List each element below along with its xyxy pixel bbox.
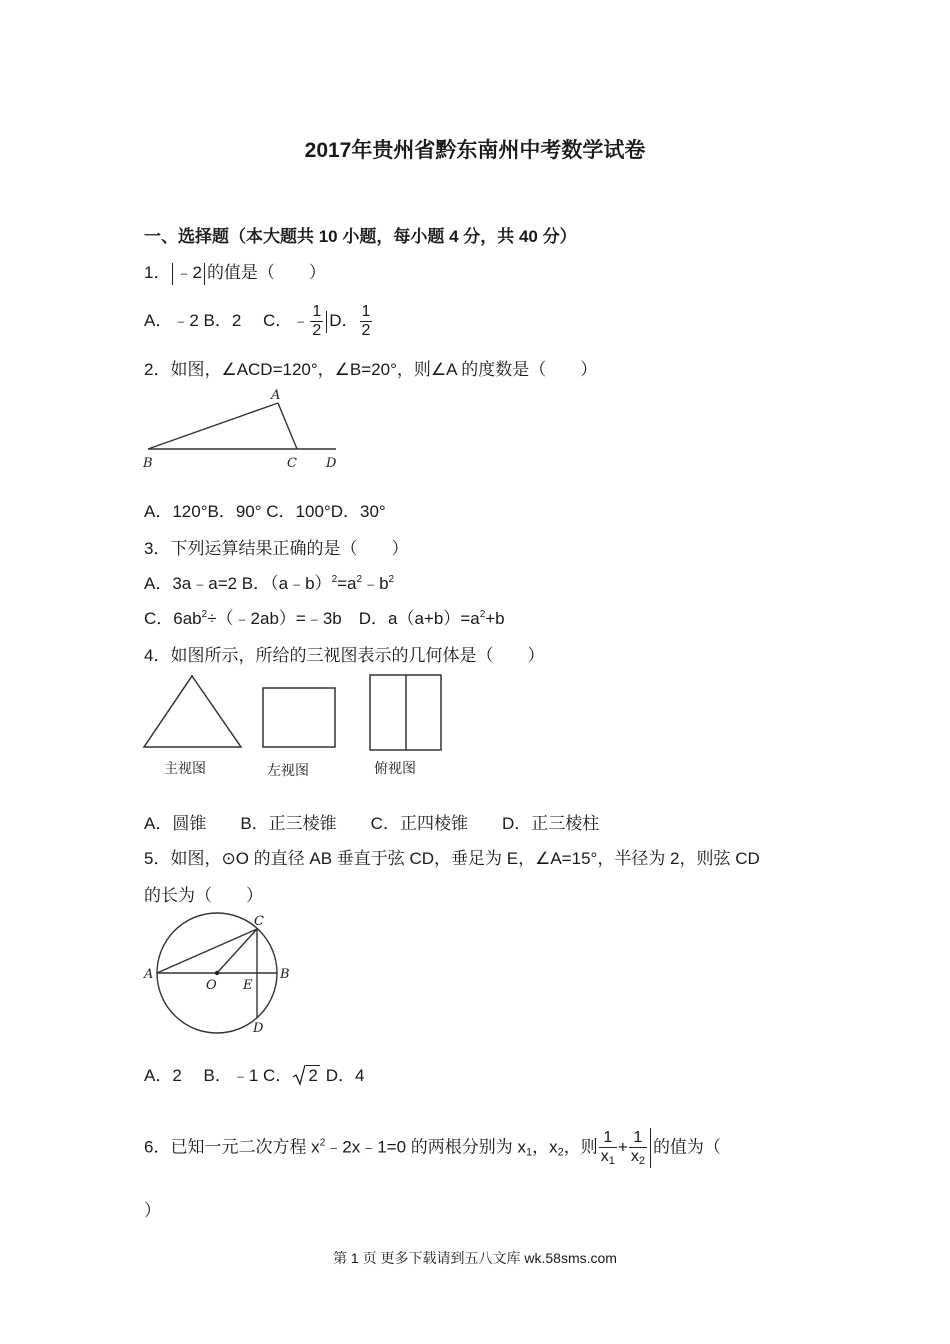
center-point (215, 971, 219, 975)
plus-sign: + (617, 1137, 628, 1157)
frac-num: 1 (361, 303, 371, 320)
question-3-options-cd (144, 604, 505, 629)
left-view-rectangle (263, 688, 335, 747)
subscript: 1 (526, 1146, 533, 1159)
sqrt-symbol (292, 1066, 319, 1086)
q1-suffix: 的值是（ ） (206, 263, 326, 282)
frac-num: 1 (629, 1130, 647, 1148)
label-a: A (144, 967, 154, 982)
frac-num: 1 (599, 1130, 617, 1148)
question-6-line2: ） (144, 1201, 161, 1220)
subscript: 1 (608, 1154, 615, 1167)
q1-options-abc: A．﹣2 B．2 C．﹣ (144, 310, 310, 330)
question-1 (144, 258, 326, 285)
superscript: 2 (356, 574, 363, 585)
q6-part: ，则 (563, 1137, 598, 1157)
frac-den-var: x (630, 1147, 639, 1165)
frac-den (599, 1148, 617, 1167)
frac-den: 2 (361, 322, 371, 339)
page-title: 2017年贵州省黔东南州中考数学试卷 (304, 139, 646, 162)
page-footer: 第 1 页 更多下载请到五八文库 wk.58sms.com (333, 1250, 617, 1266)
question-2: 2．如图，∠ACD=120°，∠B=20°，则∠A 的度数是（ ） (144, 360, 598, 379)
label-b: B (280, 967, 290, 982)
question-4-options: A．圆锥 B．正三棱锥 C．正四棱锥 D．正三棱柱 (144, 814, 600, 833)
q6-part: 6．已知一元二次方程 x (144, 1137, 320, 1157)
fraction-d (360, 304, 373, 339)
q6-part: ﹣2x﹣1=0 的两根分别为 x (325, 1137, 526, 1157)
label-d: D (326, 456, 337, 471)
frac-den-var: x (600, 1147, 609, 1165)
radical-sign (292, 1064, 306, 1086)
frac-num: 1 (312, 303, 322, 320)
q1-abs-value: ﹣2 (175, 263, 202, 282)
question-1-options (144, 304, 373, 339)
fraction-1-over-x2 (629, 1130, 647, 1167)
segment-ac (157, 929, 257, 973)
q1-prefix: 1． (144, 263, 171, 282)
left-view-label: 左视图 (267, 762, 309, 778)
q1-option-d: D． (329, 310, 359, 330)
radius-oc (217, 929, 257, 973)
label-c: C (254, 914, 264, 929)
superscript: 2 (319, 1137, 326, 1149)
q3-ab-part: ﹣b (362, 574, 389, 593)
label-a: A (271, 388, 281, 403)
question-5: 5．如图，⊙O 的直径 AB 垂直于弦 CD，垂足为 E，∠A=15°，半径为 2，则弦 CD (144, 849, 760, 868)
circle-figure (140, 910, 300, 1038)
label-c: C (287, 456, 297, 471)
q5-options-abc: A．2 B．﹣1 C． (144, 1066, 293, 1085)
question-5-line2: 的长为（ ） (144, 886, 263, 905)
section-heading: 一、选择题（本大题共 10 小题，每小题 4 分，共 40 分） (144, 227, 577, 246)
segment-ac (278, 403, 297, 449)
q3-cd-part: C．6ab (144, 609, 202, 628)
fraction-1-over-x1 (599, 1130, 617, 1167)
q3-ab-part: A．3a﹣a=2 B．（a﹣b） (144, 574, 332, 593)
q5-option-d: D．4 (325, 1066, 365, 1085)
label-d: D (253, 1021, 264, 1036)
superscript: 2 (331, 574, 338, 585)
q3-cd-part: +b (485, 609, 505, 628)
question-6 (144, 1128, 721, 1168)
fraction-bar (326, 311, 327, 333)
segment-ba (148, 403, 278, 449)
label-o: O (206, 978, 217, 993)
superscript: 2 (201, 609, 208, 620)
frac-den (629, 1148, 647, 1167)
question-5-options (144, 1061, 365, 1086)
q6-part: ，x (532, 1137, 558, 1157)
fraction-bar (650, 1128, 651, 1168)
abs-bar-left (172, 263, 173, 285)
question-2-options: A．120°B．90° C．100°D．30° (144, 502, 386, 521)
top-view-label: 俯视图 (374, 760, 416, 776)
front-view-label: 主视图 (164, 760, 206, 776)
front-view-triangle (144, 676, 241, 747)
label-e: E (243, 978, 253, 993)
subscript: 2 (557, 1146, 564, 1159)
q3-ab-part: =a (337, 574, 357, 593)
subscript: 2 (638, 1154, 645, 1167)
label-b: B (143, 456, 153, 471)
superscript: 2 (388, 574, 395, 585)
abs-bar-right (204, 263, 205, 285)
question-4: 4．如图所示，所给的三视图表示的几何体是（ ） (144, 646, 545, 665)
fraction-c (310, 304, 323, 339)
question-3-options-ab (144, 569, 394, 594)
q3-cd-part: ÷（﹣2ab）=﹣3b D．a（a+b）=a (207, 609, 480, 628)
question-3: 3．下列运算结果正确的是（ ） (144, 539, 409, 558)
frac-den: 2 (312, 322, 322, 339)
superscript: 2 (479, 609, 486, 620)
sqrt-radicand: 2 (308, 1066, 318, 1085)
triangle-figure (140, 383, 350, 475)
q6-part: 的值为（ (652, 1137, 721, 1157)
